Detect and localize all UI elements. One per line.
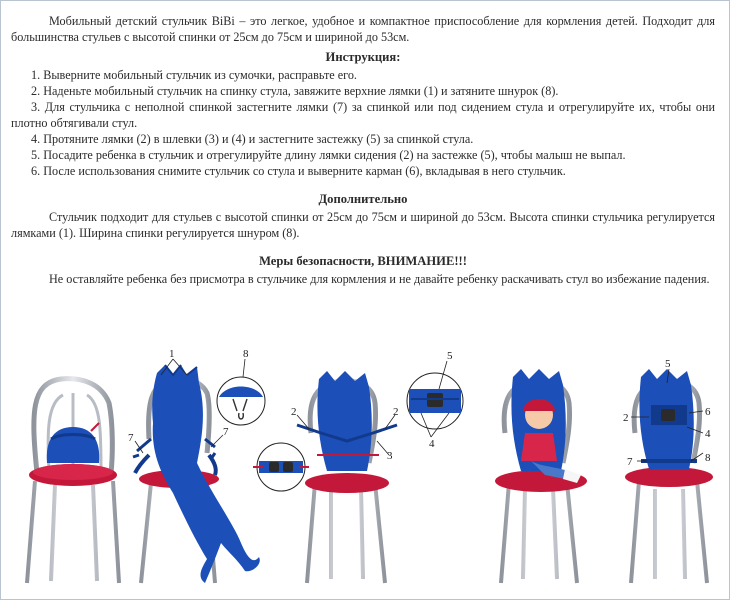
label-8-detail: 8 [243, 348, 249, 360]
figure-chair-with-bag [27, 379, 119, 583]
instruction-heading: Инструкция: [325, 50, 401, 64]
text-block [11, 13, 715, 287]
figure-straps-threaded [297, 371, 397, 583]
label-5-detail: 5 [447, 350, 453, 362]
figure-child-seated [495, 369, 587, 583]
label-7-fig5: 7 [627, 456, 633, 468]
label-2-fig3-right: 2 [393, 406, 399, 418]
detail-buckle-closed [407, 361, 463, 437]
label-5-fig5: 5 [665, 358, 671, 370]
illustrations [1, 343, 729, 599]
label-6-fig5: 6 [705, 406, 711, 418]
step-4: 4. Протяните лямки (2) в шлевки (3) и (4) и застегните застежку (5) за спинкой стула. [31, 132, 474, 146]
instruction-steps [11, 67, 715, 179]
detail-lace [217, 359, 265, 425]
safety-paragraph: Не оставляйте ребенка без присмотра в стульчике для кормления и не давайте ребенку раскачивать стул во избежание падения. [49, 272, 710, 286]
safety-heading: Меры безопасности, ВНИМАНИЕ!!! [259, 254, 467, 268]
step-6: 6. После использования снимите стульчик со стула и выверните карман (6), вкладывая в него стульчик. [31, 164, 566, 178]
label-1-fig2: 1 [169, 348, 175, 360]
label-2-fig3-left: 2 [291, 406, 297, 418]
label-8-fig5: 8 [705, 452, 711, 464]
detail-buckle-open [253, 443, 309, 491]
additional-paragraph: Стульчик подходит для стульев с высотой спинки от 25см до 75см и шириной до 53см. Высота спинки стульчика регулируется лямками (1). Ширина спинки регулируется шнуром (8). [11, 210, 715, 240]
step-1: 1. Выверните мобильный стульчик из сумочки, расправьте его. [31, 68, 357, 82]
intro-paragraph: Мобильный детский стульчик BiBi – это легкое, удобное и компактное приспособление для кормления детей. Подходит для большинства стульев с высотой спинки от 25см до 75см и шириной до 53см. [11, 14, 715, 44]
step-5: 5. Посадите ребенка в стульчик и отрегулируйте длину лямки сидения (2) на застежке (5), чтобы малыш не выпал. [31, 148, 626, 162]
label-7-fig2-left: 7 [128, 432, 134, 444]
step-2: 2. Наденьте мобильный стульчик на спинку стула, завяжите верхние лямки (1) и затяните шнурок (8). [31, 84, 559, 98]
figure-rear-view [625, 369, 713, 583]
step-3: 3. Для стульчика с неполной спинкой застегните лямки (7) за спинкой или под сидением стула и отрегулируйте их, чтобы они плотно обтягивали стул. [11, 100, 715, 130]
additional-heading: Дополнительно [318, 192, 408, 206]
label-4-detail: 4 [429, 438, 435, 450]
label-7-fig2-right: 7 [223, 426, 229, 438]
label-4-fig5: 4 [705, 428, 711, 440]
label-3-fig3: 3 [387, 450, 393, 462]
label-2-fig5: 2 [623, 412, 629, 424]
